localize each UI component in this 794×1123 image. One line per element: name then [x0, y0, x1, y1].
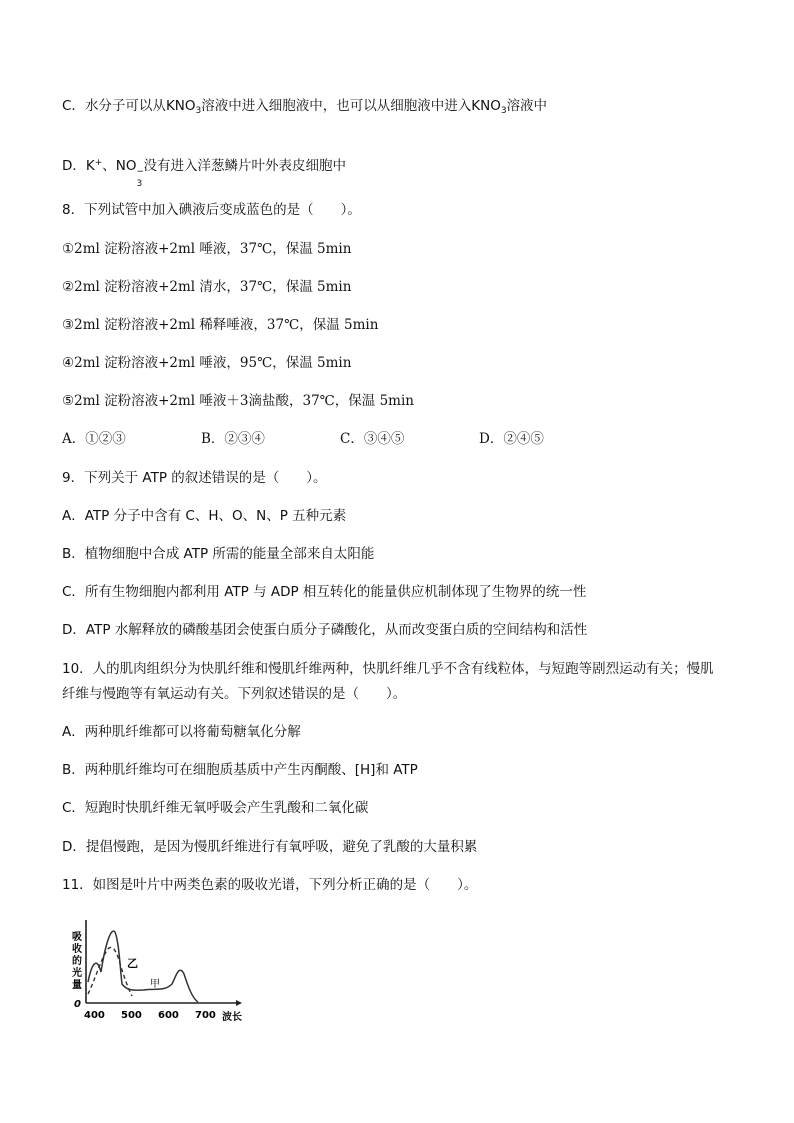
- q8-options: [62, 429, 618, 449]
- absorption-spectrum-figure: [64, 912, 254, 1024]
- q11-stem: 11．如图是叶片中两类色素的吸收光谱，下列分析正确的是（ ）。: [62, 877, 478, 893]
- q10-option-c[interactable]: C．短跑时快肌纤维无氧呼吸会产生乳酸和二氧化碳: [62, 800, 369, 816]
- chem-sub: 3: [500, 106, 507, 116]
- chem-sub: 3: [195, 106, 202, 116]
- q10-stem-line2: 纤维与慢跑等有氧运动有关。下列叙述错误的是（ ）。: [62, 686, 407, 702]
- q7-option-d-text3: 没有进入洋葱鳞片叶外表皮细胞中: [143, 158, 347, 174]
- q10-option-a[interactable]: A．两种肌纤维都可以将葡萄糖氧化分解: [62, 724, 301, 740]
- curve-jia: [88, 931, 198, 1002]
- label-jia: 甲: [150, 979, 160, 990]
- q8-option-a[interactable]: A．①②③: [62, 431, 126, 447]
- chem-kno3: KNO: [165, 98, 196, 114]
- ylabel-char: 光: [72, 968, 82, 979]
- q9-option-a[interactable]: A．ATP 分子中含有 C、H、O、N、P 五种元素: [62, 508, 347, 524]
- q8-item-1: ①2ml 淀粉溶液+2ml 唾液，37℃，保温 5min: [62, 241, 352, 257]
- q7-option-d: [62, 153, 347, 189]
- ylabel-char: 量: [72, 980, 82, 991]
- q9-option-d[interactable]: D．ATP 水解释放的磷酸基团会使蛋白质分子磷酸化，从而改变蛋白质的空间结构和活性: [62, 622, 588, 638]
- ylabel-char: 收: [72, 944, 82, 955]
- q7-option-d-text2: 、NO: [102, 158, 137, 174]
- origin-label: 0: [74, 999, 81, 1010]
- q7-option-c-text1: C．水分子可以从: [62, 98, 166, 114]
- q10-stem-line1: 10．人的肌肉组织分为快肌纤维和慢肌纤维两种，快肌纤维几乎不含有线粒体，与短跑等剧烈运动有关；慢肌: [62, 661, 714, 677]
- q10-option-b[interactable]: B．两种肌纤维均可在细胞质基质中产生丙酮酸、[H]和 ATP: [62, 762, 418, 778]
- q7-option-c-text2: 溶液中进入细胞液中，也可以从细胞液中进入: [201, 98, 472, 114]
- q9-option-b[interactable]: B．植物细胞中合成 ATP 所需的能量全部来自太阳能: [62, 546, 375, 562]
- q8-option-d[interactable]: D．②④⑤: [479, 431, 544, 447]
- chem-sup: −: [136, 167, 145, 177]
- label-yi: 乙: [127, 957, 138, 970]
- q7-option-c: [62, 96, 547, 121]
- chem-kno3: KNO: [471, 98, 501, 114]
- curve-yi: [88, 947, 132, 996]
- x-axis-arrow: [236, 1000, 242, 1006]
- q8-item-2: ②2ml 淀粉溶液+2ml 清水，37℃，保温 5min: [62, 279, 352, 295]
- chem-sub: 3: [136, 179, 143, 189]
- x-tick: 500: [121, 1010, 142, 1021]
- q9-stem: 9．下列关于 ATP 的叙述错误的是（ ）。: [62, 470, 327, 486]
- x-tick: 700: [195, 1010, 216, 1021]
- ylabel-char: 的: [72, 956, 82, 967]
- chem-sup: +: [94, 158, 103, 168]
- q8-option-b[interactable]: B．②③④: [201, 431, 265, 447]
- q10-option-d[interactable]: D．提倡慢跑，是因为慢肌纤维进行有氧呼吸，避免了乳酸的大量积累: [62, 839, 478, 855]
- q7-option-d-text1: D．K: [62, 158, 95, 174]
- ylabel-char: 吸: [72, 932, 82, 943]
- q8-item-3: ③2ml 淀粉溶液+2ml 稀释唾液，37℃，保温 5min: [62, 317, 379, 333]
- x-tick: 400: [84, 1010, 105, 1021]
- q8-stem: 8．下列试管中加入碘液后变成蓝色的是（ ）。: [62, 202, 361, 218]
- x-tick: 600: [158, 1010, 179, 1021]
- q8-item-4: ④2ml 淀粉溶液+2ml 唾液，95℃，保温 5min: [62, 355, 352, 371]
- q8-item-5: ⑤2ml 淀粉溶液+2ml 唾液＋3滴盐酸，37℃，保温 5min: [62, 393, 414, 409]
- q7-option-c-text3: 溶液中: [506, 98, 548, 114]
- q8-option-c[interactable]: C．③④⑤: [340, 431, 405, 447]
- x-axis-label: 波长: [222, 1012, 242, 1023]
- q9-option-c[interactable]: C．所有生物细胞内都利用 ATP 与 ADP 相互转化的能量供应机制体现了生物界的统一性: [62, 584, 587, 600]
